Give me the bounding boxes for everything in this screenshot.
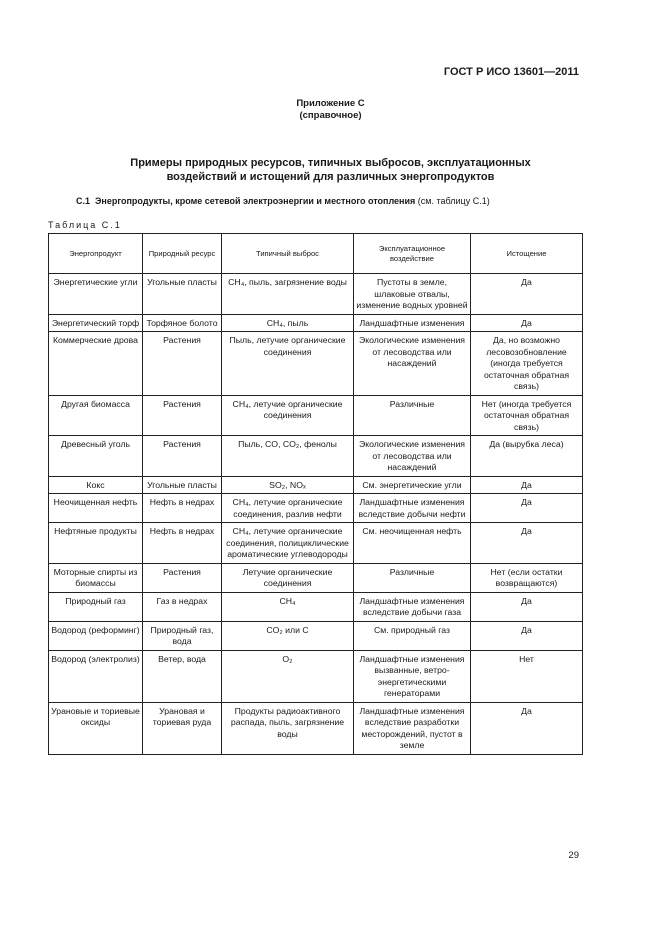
cell-emission: CH₄, пыль, загрязнение воды [222, 274, 354, 315]
cell-impact: Экологические изменения от лесоводства или насаждений [354, 332, 471, 396]
section-number: C.1 [76, 196, 91, 206]
column-header-natural-resource: Природный ресурс [143, 234, 222, 274]
cell-impact: Пустоты в земле, шлаковые отвалы, изменение водных уровней [354, 274, 471, 315]
standard-code: ГОСТ Р ИСО 13601—2011 [443, 66, 579, 78]
cell-depletion: Да [471, 702, 583, 754]
cell-depletion: Нет (иногда требуется остаточная обратная связь) [471, 395, 583, 436]
cell-impact: Ландшафтные изменения [354, 314, 471, 332]
cell-emission: CH₄, летучие органические соединения, полициклические ароматические углеводороды [222, 523, 354, 564]
section-table-ref: (см. таблицу С.1) [417, 196, 490, 206]
cell-natural-resource: Нефть в недрах [143, 494, 222, 523]
cell-depletion: Да [471, 494, 583, 523]
cell-impact: См. энергетические угли [354, 476, 471, 494]
cell-depletion: Да [471, 314, 583, 332]
table-row [49, 314, 583, 332]
cell-emission: Продукты радиоактивного распада, пыль, загрязнение воды [222, 702, 354, 754]
cell-emission: Пыль, CO, CO₂, фенолы [222, 436, 354, 477]
cell-product: Урановые и ториевые оксиды [49, 702, 143, 754]
document-title-line1: Примеры природных ресурсов, типичных выбросов, эксплуатационных [130, 157, 531, 169]
cell-natural-resource: Растения [143, 332, 222, 396]
cell-product: Энергетические угли [49, 274, 143, 315]
column-header-depletion: Истощение [471, 234, 583, 274]
cell-natural-resource: Ветер, вода [143, 650, 222, 702]
cell-impact: Ландшафтные изменения вследствие разработки месторождений, пустот в земле [354, 702, 471, 754]
table-header-row [49, 234, 583, 274]
table-row [49, 621, 583, 650]
table-row [49, 494, 583, 523]
column-header-product: Энергопродукт [49, 234, 143, 274]
cell-depletion: Нет [471, 650, 583, 702]
cell-natural-resource: Нефть в недрах [143, 523, 222, 564]
cell-natural-resource: Природный газ, вода [143, 621, 222, 650]
column-header-emission: Типичный выброс [222, 234, 354, 274]
table-row [49, 274, 583, 315]
cell-product: Коммерческие дрова [49, 332, 143, 396]
cell-emission: CH₄, летучие органические соединения, разлив нефти [222, 494, 354, 523]
cell-emission: CH₄, пыль [222, 314, 354, 332]
table-row [49, 702, 583, 754]
cell-natural-resource: Газ в недрах [143, 592, 222, 621]
table-row [49, 523, 583, 564]
cell-natural-resource: Торфяное болото [143, 314, 222, 332]
cell-emission: CH₄ [222, 592, 354, 621]
cell-depletion: Да [471, 523, 583, 564]
cell-impact: Различные [354, 395, 471, 436]
cell-product: Водород (реформинг) [49, 621, 143, 650]
cell-product: Природный газ [49, 592, 143, 621]
cell-depletion: Нет (если остатки возвращаются) [471, 563, 583, 592]
cell-impact: Ландшафтные изменения вследствие добычи нефти [354, 494, 471, 523]
cell-impact: Экологические изменения от лесоводства или насаждений [354, 436, 471, 477]
cell-natural-resource: Угольные пласты [143, 476, 222, 494]
cell-depletion: Да [471, 621, 583, 650]
cell-natural-resource: Урановая и ториевая руда [143, 702, 222, 754]
cell-product: Кокс [49, 476, 143, 494]
table-caption: Таблица С.1 [48, 220, 122, 230]
table-row [49, 476, 583, 494]
section-heading [76, 196, 490, 207]
cell-impact: Ландшафтные изменения вызванные, ветро-энергетическими генераторами [354, 650, 471, 702]
table-row [49, 592, 583, 621]
table-row [49, 650, 583, 702]
cell-product: Водород (электролиз) [49, 650, 143, 702]
cell-depletion: Да, но возможно лесовозобновление (иногда требуется остаточная обратная связь) [471, 332, 583, 396]
cell-depletion: Да (вырубка леса) [471, 436, 583, 477]
section-title: Энергопродукты, кроме сетевой электроэнергии и местного отопления [95, 196, 416, 206]
table-row [49, 332, 583, 396]
cell-product: Энергетический торф [49, 314, 143, 332]
appendix-subtitle: (справочное) [299, 110, 362, 121]
document-title-line2: воздействий и истощений для различных энергопродуктов [166, 171, 495, 183]
cell-product: Нефтяные продукты [49, 523, 143, 564]
cell-impact: См. природный газ [354, 621, 471, 650]
cell-emission: O₂ [222, 650, 354, 702]
cell-depletion: Да [471, 592, 583, 621]
cell-natural-resource: Растения [143, 395, 222, 436]
table-row [49, 563, 583, 592]
cell-emission: CH₄, летучие органические соединения [222, 395, 354, 436]
cell-natural-resource: Угольные пласты [143, 274, 222, 315]
cell-impact: Различные [354, 563, 471, 592]
resources-table [48, 233, 583, 755]
cell-product: Другая биомасса [49, 395, 143, 436]
cell-depletion: Да [471, 274, 583, 315]
cell-emission: CO₂ или C [222, 621, 354, 650]
column-header-impact: Эксплуатационное воздействие [354, 234, 471, 274]
cell-emission: Пыль, летучие органические соединения [222, 332, 354, 396]
cell-product: Древесный уголь [49, 436, 143, 477]
cell-emission: SO₂, NOₓ [222, 476, 354, 494]
cell-natural-resource: Растения [143, 436, 222, 477]
cell-product: Моторные спирты из биомассы [49, 563, 143, 592]
cell-impact: Ландшафтные изменения вследствие добычи газа [354, 592, 471, 621]
document-title [0, 156, 661, 184]
page-number: 29 [568, 850, 579, 861]
cell-emission: Летучие органические соединения [222, 563, 354, 592]
cell-natural-resource: Растения [143, 563, 222, 592]
cell-impact: См. неочищенная нефть [354, 523, 471, 564]
appendix-title: Приложение C [296, 98, 365, 109]
table-row [49, 395, 583, 436]
cell-product: Неочищенная нефть [49, 494, 143, 523]
cell-depletion: Да [471, 476, 583, 494]
appendix-heading [0, 98, 661, 122]
table-row [49, 436, 583, 477]
